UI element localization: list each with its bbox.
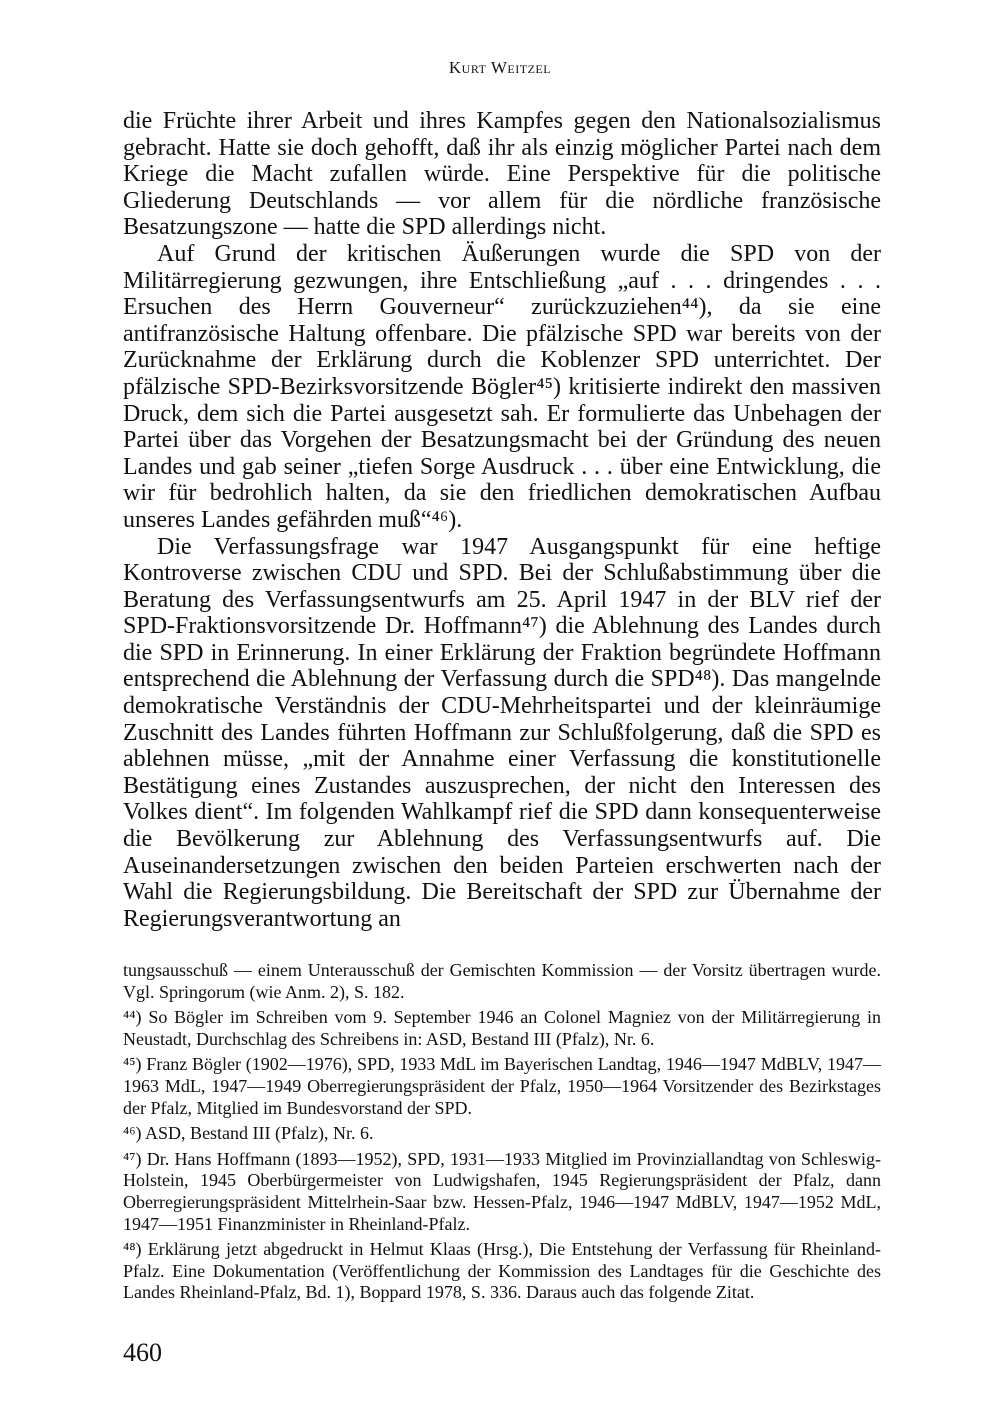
page-number: 460 [123,1338,162,1367]
running-head: Kurt Weitzel [448,58,552,77]
paragraph: die Früchte ihrer Arbeit und ihres Kampfes gegen den Nationalsozialismus gebracht. Hatte sie doch gehofft, daß ihr als einzig möglicher Partei nach dem Kriege die Macht zufallen würde. Eine Perspektive für die politische Gliederung Deutschlands — vor allem für die nördliche französische Besatzungszone — hatte die SPD allerdings nicht. [123,108,881,241]
paragraph: Die Verfassungsfrage war 1947 Ausgangspunkt für eine heftige Kontroverse zwischen CDU und SPD. Bei der Schlußabstimmung über die Beratung des Verfassungsentwurfs am 25. April 1947 in der BLV rief der SPD-Fraktionsvorsitzende Dr. Hoffmann⁴⁷) die Ablehnung des Landes durch die SPD in Erinnerung. In einer Erklärung der Fraktion begründete Hoffmann entsprechend die Ablehnung der Verfassung durch die SPD⁴⁸). Das mangelnde demokratische Verständnis der CDU-Mehrheitspartei und der kleinräumige Zuschnitt des Landes führten Hoffmann zur Schlußfolgerung, daß die SPD es ablehnen müsse, „mit der Annahme einer Verfassung die konstitutionelle Bestätigung eines Zustandes auszusprechen, der nicht den Interessen des Volkes dient“. Im folgenden Wahlkampf rief die SPD dann konsequenterweise die Bevölkerung zur Ablehnung des Verfassungsentwurfs auf. Die Auseinandersetzungen zwischen den beiden Parteien erschwerten nach der Wahl die Regierungsbildung. Die Bereitschaft der SPD zur Übernahme der Regierungsverantwortung an [123,533,881,932]
footnote-44: ⁴⁴) So Bögler im Schreiben vom 9. September 1946 an Colonel Magniez von der Militärregierung in Neustadt, Durchschlag des Schreibens in: ASD, Bestand III (Pfalz), Nr. 6. [123,1007,881,1049]
footnote-continuation: tungsausschuß — einem Unterausschuß der Gemischten Kommission — der Vorsitz übertragen wurde. Vgl. Springorum (wie Anm. 2), S. 182. [123,960,881,1002]
footnote-46: ⁴⁶) ASD, Bestand III (Pfalz), Nr. 6. [123,1123,374,1144]
main-text [123,108,881,932]
footnote-47: ⁴⁷) Dr. Hans Hoffmann (1893—1952), SPD, 1931—1933 Mitglied im Provinziallandtag von Schleswig-Holstein, 1945 Oberbürgermeister von Ludwigshafen, 1945 Regierungspräsident der Pfalz, dann Oberregierungspräsident Mittelrhein-Saar bzw. Hessen-Pfalz, 1946—1947 MdBLV, 1947—1952 MdL, 1947—1951 Finanzminister in Rheinland-Pfalz. [123,1148,881,1234]
footnote-45: ⁴⁵) Franz Bögler (1902—1976), SPD, 1933 MdL im Bayerischen Landtag, 1946—1947 MdBLV, 1947—1963 MdL, 1947—1949 Oberregierungspräsident der Pfalz, 1950—1964 Vorsitzender des Bezirkstages der Pfalz, Mitglied im Bundesvorstand der SPD. [123,1054,881,1118]
footnotes [123,960,881,1304]
footnote-48: ⁴⁸) Erklärung jetzt abgedruckt in Helmut Klaas (Hrsg.), Die Entstehung der Verfassung für Rheinland-Pfalz. Eine Dokumentation (Veröffentlichung der Kommission des Landtages für die Geschichte des Landes Rheinland-Pfalz, Bd. 1), Boppard 1978, S. 336. Daraus auch das folgende Zitat. [123,1239,881,1303]
paragraph: Auf Grund der kritischen Äußerungen wurde die SPD von der Militärregierung gezwungen, ihre Entschließung „auf . . . dringendes . . . Ersuchen des Herrn Gouverneur“ zurückzuziehen⁴⁴), da sie eine antifranzösische Haltung offenbare. Die pfälzische SPD war bereits von der Zurücknahme der Erklärung durch die Koblenzer SPD unterrichtet. Der pfälzische SPD-Bezirksvorsitzende Bögler⁴⁵) kritisierte indirekt den massiven Druck, dem sich die Partei ausgesetzt sah. Er formulierte das Unbehagen der Partei über das Vorgehen der Besatzungsmacht bei der Gründung des neuen Landes und gab seiner „tiefen Sorge Ausdruck . . . über eine Entwicklung, die wir für bedrohlich halten, da sie den friedlichen demokratischen Aufbau unseres Landes gefährden muß“⁴⁶). [123,240,881,533]
